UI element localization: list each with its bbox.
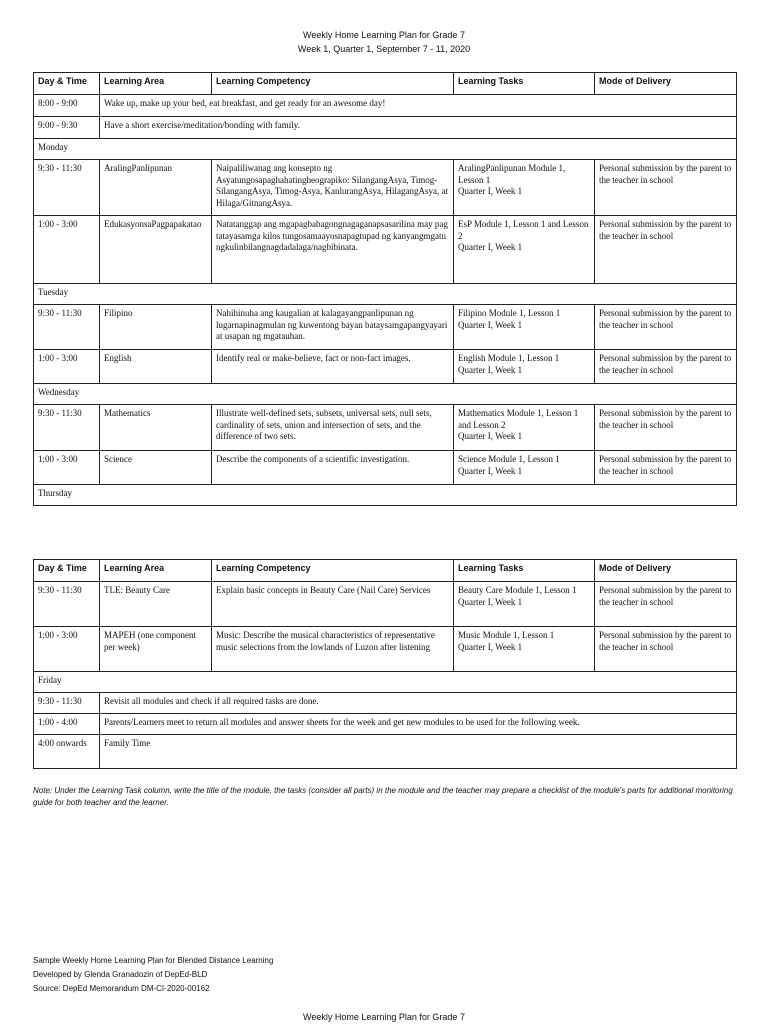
competency-cell: Identify real or make-believe, fact or non-fact images.	[212, 350, 454, 384]
table-header-row	[34, 73, 737, 95]
time-cell: 9:30 - 11:30	[34, 582, 100, 627]
tasks-cell: Mathematics Module 1, Lesson 1 and Lesson 2 Quarter I, Week 1	[454, 405, 595, 451]
delivery-cell: Personal submission by the parent to the teacher in school	[595, 350, 737, 384]
col-header-learning-area: Learning Area	[100, 73, 212, 95]
activity-cell: Revisit all modules and check if all required tasks are done.	[100, 693, 737, 714]
time-cell: 1:00 - 3:00	[34, 216, 100, 284]
time-cell: 1:00 - 3:00	[34, 451, 100, 485]
table-row	[34, 582, 737, 627]
time-cell: 8:00 - 9:00	[34, 95, 100, 117]
day-row-monday	[34, 139, 737, 160]
day-row-wednesday	[34, 384, 737, 405]
learning-area-cell: TLE: Beauty Care	[100, 582, 212, 627]
day-label: Monday	[34, 139, 737, 160]
col-header-day-time: Day & Time	[34, 73, 100, 95]
col-header-mode-of-delivery: Mode of Delivery	[595, 560, 737, 582]
tasks-cell: Music Module 1, Lesson 1 Quarter I, Week 1	[454, 627, 595, 672]
competency-cell: Naipaliliwanag ang konsepto ng Asyatungosapaghahatingheograpiko: SilangangAsya, Timog-SilangangAsya, Timog-Asya, KanlurangAsya, HilagangAsya, at Hilaga/GitnangAsya.	[212, 160, 454, 216]
tasks-cell: Beauty Care Module 1, Lesson 1 Quarter I, Week 1	[454, 582, 595, 627]
table-row	[34, 627, 737, 672]
activity-cell: Family Time	[100, 735, 737, 769]
day-label: Friday	[34, 672, 737, 693]
day-label: Thursday	[34, 485, 737, 506]
day-row-friday	[34, 672, 737, 693]
table-row	[34, 305, 737, 350]
col-header-learning-area: Learning Area	[100, 560, 212, 582]
activity-cell: Wake up, make up your bed, eat breakfast, and get ready for an awesome day!	[100, 95, 737, 117]
delivery-cell: Personal submission by the parent to the teacher in school	[595, 305, 737, 350]
table-row	[34, 451, 737, 485]
competency-cell: Music: Describe the musical characteristics of representative music selections from the lowlands of Luzon after listening	[212, 627, 454, 672]
col-header-learning-tasks: Learning Tasks	[454, 73, 595, 95]
learning-area-cell: AralingPanlipunan	[100, 160, 212, 216]
delivery-cell: Personal submission by the parent to the teacher in school	[595, 582, 737, 627]
competency-cell: Nahihinuha ang kaugalian at kalagayangpanlipunan ng lugarnapinagmulan ng kuwentong bayan bataysamgapangyayari at usapan ng mgatauhan.	[212, 305, 454, 350]
table-row	[34, 350, 737, 384]
delivery-cell: Personal submission by the parent to the teacher in school	[595, 160, 737, 216]
tasks-cell: English Module 1, Lesson 1 Quarter I, Week 1	[454, 350, 595, 384]
footer-line-2: Developed by Glenda Granadozin of DepEd-BLD	[33, 970, 208, 979]
day-label: Wednesday	[34, 384, 737, 405]
next-page-title: Weekly Home Learning Plan for Grade 7	[303, 1012, 465, 1022]
time-cell: 4:00 onwards	[34, 735, 100, 769]
time-cell: 1:00 - 3:00	[34, 350, 100, 384]
learning-area-cell: English	[100, 350, 212, 384]
time-cell: 1:00 - 4:00	[34, 714, 100, 735]
table-row	[34, 714, 737, 735]
delivery-cell: Personal submission by the parent to the teacher in school	[595, 216, 737, 284]
day-row-thursday	[34, 485, 737, 506]
table-row	[34, 693, 737, 714]
col-header-day-time: Day & Time	[34, 560, 100, 582]
learning-area-cell: Mathematics	[100, 405, 212, 451]
tasks-cell: EsP Module 1, Lesson 1 and Lesson 2 Quarter I, Week 1	[454, 216, 595, 284]
table-row	[34, 405, 737, 451]
table-header-row	[34, 560, 737, 582]
table-row	[34, 117, 737, 139]
tasks-cell: AralingPanlipunan Module 1, Lesson 1 Quarter I, Week 1	[454, 160, 595, 216]
delivery-cell: Personal submission by the parent to the teacher in school	[595, 627, 737, 672]
time-cell: 9:30 - 11:30	[34, 693, 100, 714]
day-label: Tuesday	[34, 284, 737, 305]
page-title: Weekly Home Learning Plan for Grade 7	[303, 30, 465, 40]
col-header-learning-tasks: Learning Tasks	[454, 560, 595, 582]
competency-cell: Describe the components of a scientific investigation.	[212, 451, 454, 485]
table-row	[34, 216, 737, 284]
day-row-tuesday	[34, 284, 737, 305]
delivery-cell: Personal submission by the parent to the teacher in school	[595, 451, 737, 485]
tasks-cell: Science Module 1, Lesson 1 Quarter I, Week 1	[454, 451, 595, 485]
activity-cell: Parents/Learners meet to return all modules and answer sheets for the week and get new modules to be used for the following week.	[100, 714, 737, 735]
time-cell: 9:30 - 11:30	[34, 405, 100, 451]
competency-cell: Illustrate well-defined sets, subsets, universal sets, null sets, cardinality of sets, union and intersection of sets, and the difference of two sets.	[212, 405, 454, 451]
note-text: Note: Under the Learning Task column, write the title of the module, the tasks (consider all parts) in the module and the teacher may prepare a checklist of the module's parts for additional monitoring guide for both teacher and the learner.	[33, 786, 733, 807]
tasks-cell: Filipino Module 1, Lesson 1 Quarter I, Week 1	[454, 305, 595, 350]
col-header-mode-of-delivery: Mode of Delivery	[595, 73, 737, 95]
delivery-cell: Personal submission by the parent to the teacher in school	[595, 405, 737, 451]
table-row	[34, 160, 737, 216]
activity-cell: Have a short exercise/meditation/bonding with family.	[100, 117, 737, 139]
col-header-learning-competency: Learning Competency	[212, 560, 454, 582]
footer-line-1: Sample Weekly Home Learning Plan for Blended Distance Learning	[33, 956, 274, 965]
page-subtitle: Week 1, Quarter 1, September 7 - 11, 2020	[297, 44, 471, 54]
time-cell: 9:30 - 11:30	[34, 305, 100, 350]
learning-plan-table-1	[33, 72, 737, 506]
learning-plan-table-2	[33, 559, 737, 769]
learning-area-cell: Science	[100, 451, 212, 485]
learning-area-cell: MAPEH (one component per week)	[100, 627, 212, 672]
table-row	[34, 735, 737, 769]
footer-line-3: Source: DepEd Memorandum DM-CI-2020-00162	[33, 984, 210, 993]
table-row	[34, 95, 737, 117]
time-cell: 9:00 - 9:30	[34, 117, 100, 139]
competency-cell: Natatanggap ang mgapagbabagongnagaganapsasarilina may pagtatayasamga kilos tungosamaayosnapagtupad ng kanyangmgatungkulinbilangnagdadalaga/nagbibinata.	[212, 216, 454, 284]
time-cell: 9:30 - 11:30	[34, 160, 100, 216]
learning-area-cell: EdukasyonsaPagpapakatao	[100, 216, 212, 284]
competency-cell: Explain basic concepts in Beauty Care (Nail Care) Services	[212, 582, 454, 627]
learning-area-cell: Filipino	[100, 305, 212, 350]
col-header-learning-competency: Learning Competency	[212, 73, 454, 95]
time-cell: 1:00 - 3:00	[34, 627, 100, 672]
